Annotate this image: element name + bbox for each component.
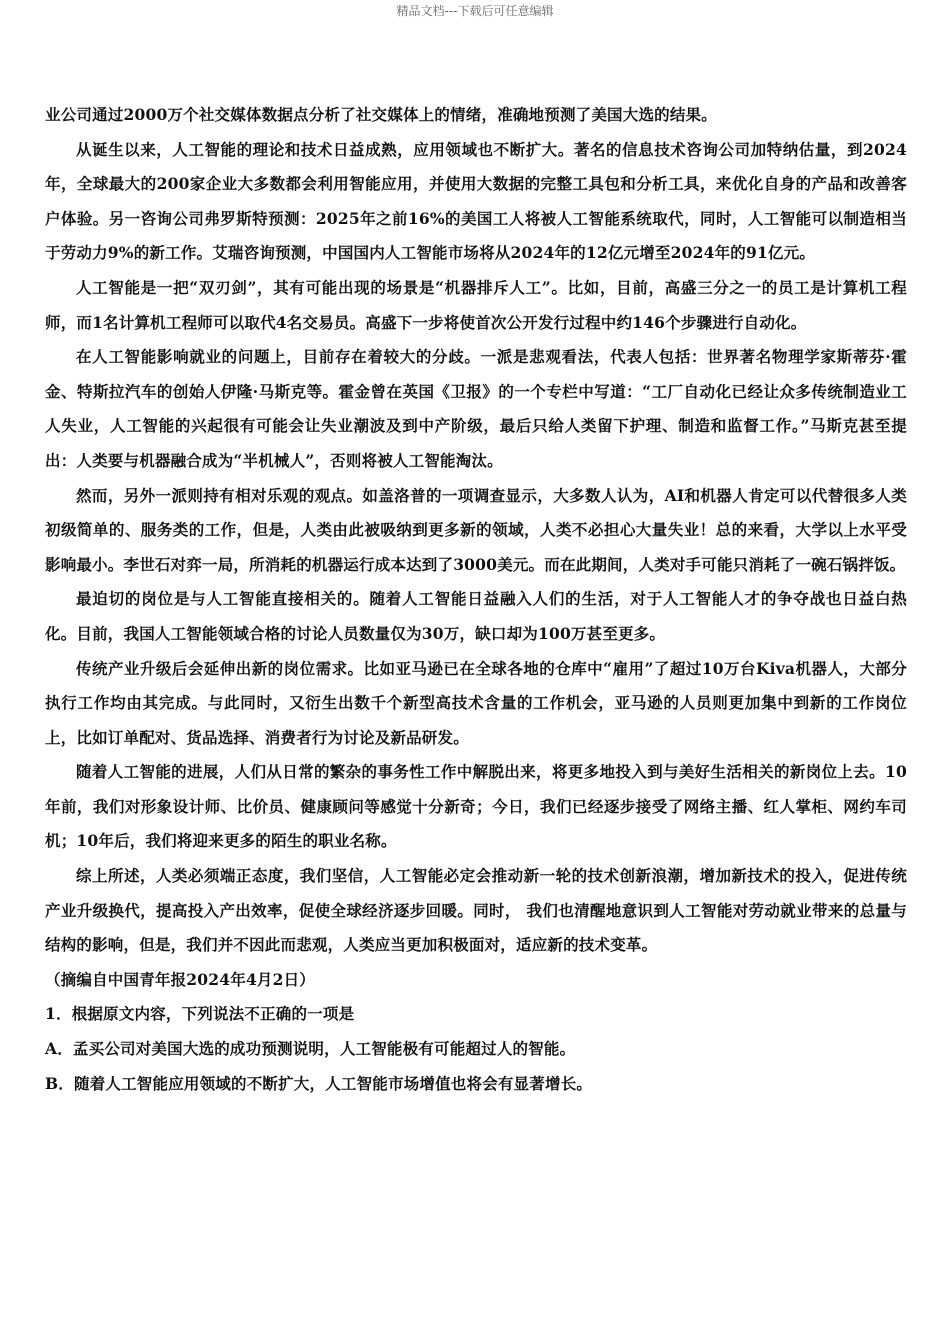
- question-1: 1．根据原文内容，下列说法不正确的一项是: [45, 1004, 355, 1024]
- source-citation: （摘编自中国青年报2024年4月2日）: [45, 969, 316, 989]
- option-a: A．孟买公司对美国大选的成功预测说明，人工智能极有可能超过人的智能。: [45, 1039, 576, 1059]
- page-header: 精品文档---下载后可任意编辑: [396, 4, 554, 18]
- paragraph-new-jobs: 随着人工智能的进展，人们从日常的繁杂的事务性工作中解脱出来，将更多地投入到与美好生活相关的新岗位上去。10年前，我们对形象设计师、比价员、健康顾问等感觉十分新奇；今日，我们已经逐步接受了网络主播、红人掌柜、网约车司机；10年后，我们将迎来更多的陌生的职业名称。: [45, 762, 907, 851]
- paragraph-optimistic-view: 然而，另外一派则持有相对乐观的观点。如盖洛普的一项调查显示，大多数人认为，AI和机器人肯定可以代替很多人类初级简单的、服务类的工作，但是，人类由此被吸纳到更多新的领域，人类不必担心大量失业！总的来看，大学以上水平受影响最小。李世石对弈一局，所消耗的机器运行成本达到了3000美元。而在此期间，人类对手可能只消耗了一碗石锅拌饭。: [45, 485, 907, 574]
- paragraph-double-edged-sword: 人工智能是一把“双刃剑”，其有可能出现的场景是“机器排斥人工”。比如，目前，高盛三分之一的员工是计算机工程师，而1名计算机工程师可以取代4名交易员。高盛下一步将使首次公开发行过程中约146个步骤进行自动化。: [45, 277, 907, 332]
- paragraph-intro-continuation: 业公司通过2000万个社交媒体数据点分析了社交媒体上的情绪，准确地预测了美国大选的结果。: [45, 105, 717, 124]
- option-b: B．随着人工智能应用领域的不断扩大，人工智能市场增值也将会有显著增长。: [45, 1073, 593, 1093]
- paragraph-urgent-positions: 最迫切的岗位是与人工智能直接相关的。随着人工智能日益融入人们的生活，对于人工智能人才的争夺战也日益白热化。目前，我国人工智能领域合格的讨论人员数量仅为30万，缺口却为100万甚至更多。: [45, 589, 907, 643]
- document-body: [45, 98, 907, 1101]
- paragraph-pessimistic-view: 在人工智能影响就业的问题上，目前存在着较大的分歧。一派是悲观看法，代表人包括：世界著名物理学家斯蒂芬·霍金、特斯拉汽车的创始人伊隆·马斯克等。霍金曾在英国《卫报》的一个专栏中写道：“工厂自动化已经让众多传统制造业工人失业，人工智能的兴起很有可能会让失业潮波及到中产阶级，最后只给人类留下护理、制造和监督工作。”马斯克甚至提出：人类要与机器融合成为“半机械人”，否则将被人工智能淘汰。: [45, 347, 907, 470]
- paragraph-industry-upgrade: 传统产业升级后会延伸出新的岗位需求。比如亚马逊已在全球各地的仓库中“雇用”了超过10万台Kiva机器人，大部分执行工作均由其完成。与此同时，又衍生出数千个新型高技术含量的工作机会，亚马逊的人员则更加集中到新的工作岗位上，比如订单配对、货品选择、消费者行为讨论及新品研发。: [45, 658, 907, 747]
- paragraph-ai-development: 从诞生以来，人工智能的理论和技术日益成熟，应用领域也不断扩大。著名的信息技术咨询公司加特纳估量，到2024年，全球最大的200家企业大多数都会利用智能应用，并使用大数据的完整工具包和分析工具，来优化自身的产品和改善客户体验。另一咨询公司弗罗斯特预测：2025年之前16%的美国工人将被人工智能系统取代，同时，人工智能可以制造相当于劳动力9%的新工作。艾瑞咨询预测，中国国内人工智能市场将从2024年的12亿元增至2024年的91亿元。: [45, 139, 907, 263]
- paragraph-conclusion: 综上所述，人类必须端正态度，我们坚信，人工智能必定会推动新一轮的技术创新浪潮，增加新技术的投入，促进传统产业升级换代，提高投入产出效率，促使全球经济逐步回暖。同时， 我们也清醒地意识到人工智能对劳动就业带来的总量与结构的影响，但是，我们并不因此而悲观，人类应当更加积极面对，适应新的技术变革。: [45, 866, 907, 955]
